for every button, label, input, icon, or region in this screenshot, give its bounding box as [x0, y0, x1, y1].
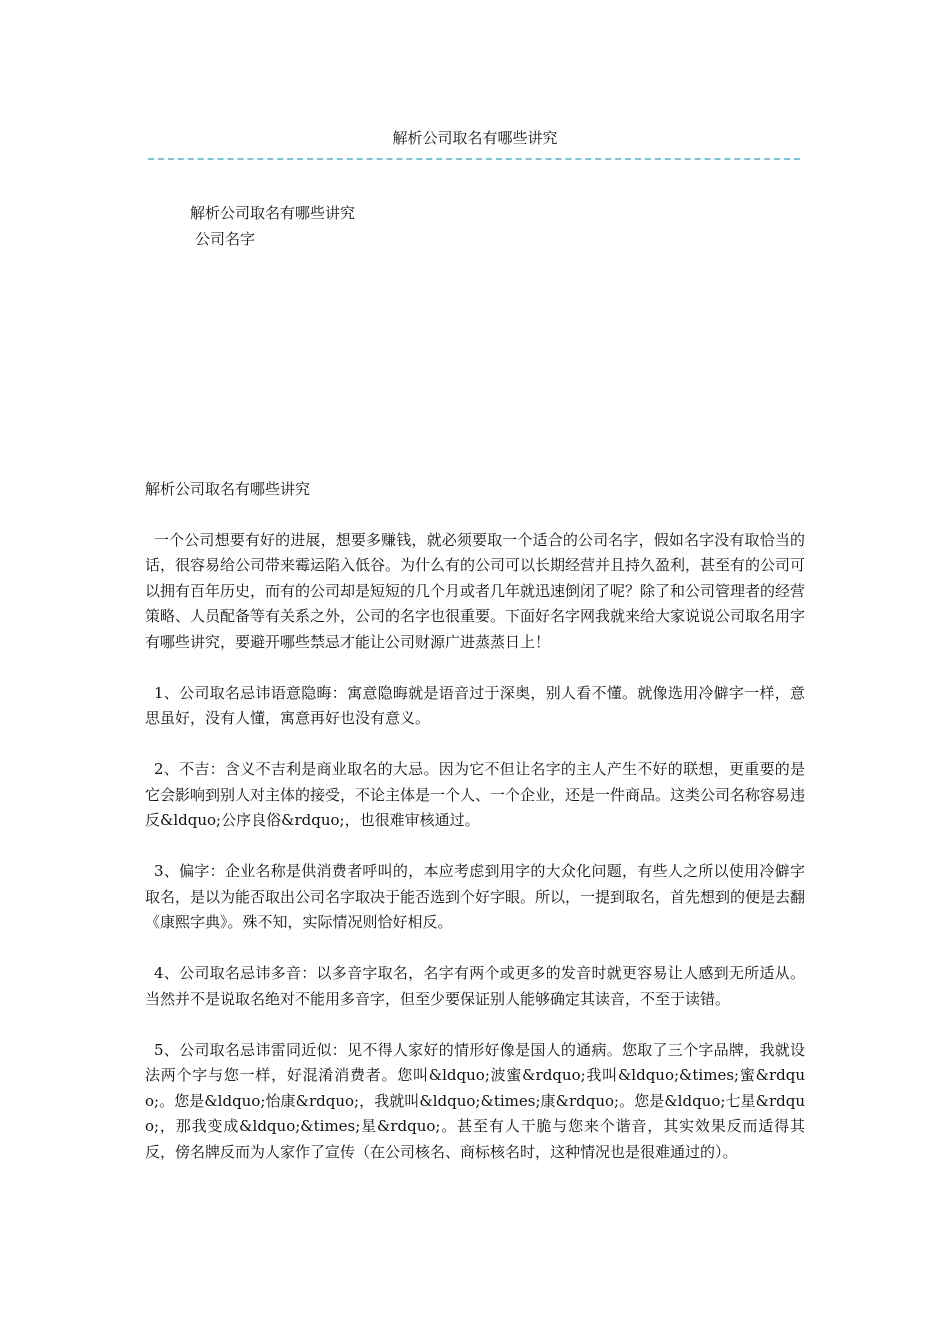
article-body	[145, 477, 805, 1191]
header-dashed-rule	[148, 158, 800, 160]
intro-subtitle: 公司名字	[195, 230, 256, 248]
article-paragraph-5: 5、公司取名忌讳雷同近似：见不得人家好的情形好像是国人的通病。您取了三个字品牌，我就设法两个字与您一样，好混淆消费者。您叫&ldquo;波蜜&rdquo;我叫&ldquo;&times;蜜&rdquo;。您是&ldquo;怡康&rdquo;，我就叫&ldquo;&times;康&rdquo;。您是&ldquo;七星&rdquo;，那我变成&ldquo;&times;星&rdquo;。甚至有人干脆与您来个谐音，其实效果反而适得其反，傍名牌反而为人家作了宣传（在公司核名、商标核名时，这种情况也是很难通过的）。	[145, 1040, 805, 1161]
article-paragraph-intro: 一个公司想要有好的进展，想要多赚钱，就必须要取一个适合的公司名字，假如名字没有取恰当的话，很容易给公司带来霉运陷入低谷。为什么有的公司可以长期经营并且持久盈利，甚至有的公司可以拥有百年历史，而有的公司却是短短的几个月或者几年就迅速倒闭了呢？除了和公司管理者的经营策略、人员配备等有关系之外，公司的名字也很重要。下面好名字网我就来给大家说说公司取名用字有哪些讲究，要避开哪些禁忌才能让公司财源广进蒸蒸日上！	[145, 530, 806, 651]
article-paragraph-2: 2、不吉：含义不吉利是商业取名的大忌。因为它不但让名字的主人产生不好的联想，更重要的是它会影响到别人对主体的接受，不论主体是一个人、一个企业，还是一件商品。这类公司名称容易违反&ldquo;公序良俗&rdquo;，也很难审核通过。	[145, 760, 806, 829]
article-paragraph-3: 3、偏字：企业名称是供消费者呼叫的，本应考虑到用字的大众化问题，有些人之所以使用冷僻字取名，是以为能否取出公司名字取决于能否选到个好字眼。所以，一提到取名，首先想到的便是去翻《康熙字典》。殊不知，实际情况则恰好相反。	[145, 862, 806, 931]
page-header-title: 解析公司取名有哪些讲究	[392, 129, 558, 147]
article-paragraph-1: 1、公司取名忌讳语意隐晦：寓意隐晦就是语音过于深奥，别人看不懂。就像选用冷僻字一样，意思虽好，没有人懂，寓意再好也没有意义。	[145, 683, 805, 727]
intro-title: 解析公司取名有哪些讲究	[190, 204, 356, 222]
article-heading: 解析公司取名有哪些讲究	[145, 480, 311, 498]
article-paragraph-4: 4、公司取名忌讳多音：以多音字取名，名字有两个或更多的发音时就更容易让人感到无所适从。当然并不是说取名绝对不能用多音字，但至少要保证别人能够确定其读音，不至于读错。	[145, 964, 805, 1008]
